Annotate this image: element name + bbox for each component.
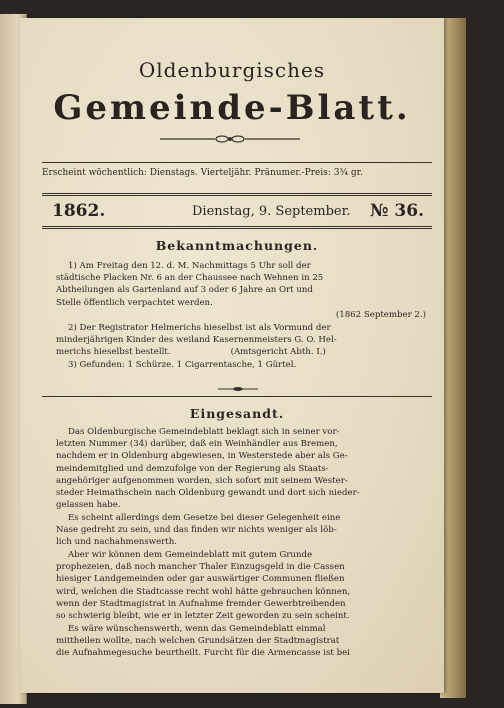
text-line: 2) Der Registrator Helmerichs hieselbst ist als Vormund der	[68, 323, 331, 333]
letter-paragraph-2	[56, 512, 426, 549]
text-line: angehöriger aufgenommen worden, sich sofort mit seinem Wester-	[56, 475, 348, 486]
ornament-divider	[160, 134, 300, 144]
notice-2	[56, 322, 426, 359]
text-line: so schwierig bleibt, wie er in letzter Zeit geworden zu sein scheint.	[56, 611, 350, 622]
text-line: meindemitglied und demzufolge von der Regierung als Staats-	[56, 463, 329, 474]
text-line: städtische Placken Nr. 6 an der Chaussee nach Wehnen in 25	[56, 273, 324, 284]
text-line: Es scheint allerdings dem Gesetze bei dieser Gelegenheit eine	[68, 513, 341, 523]
text-line: wird, welchen die Stadtcasse recht wohl hätte gebrauchen können,	[56, 586, 351, 597]
notice-3	[56, 359, 426, 371]
header-rule-double	[42, 193, 432, 196]
issue-date: Dienstag, 9. September.	[192, 204, 351, 219]
dateline-rule	[42, 226, 432, 229]
text-line: Abtheilungen als Gartenland auf 3 oder 6 Jahre an Ort und	[56, 285, 313, 296]
publication-info: Erscheint wöchentlich: Dienstags. Vierteljähr. Pränumer.-Preis: 3¾ gr.	[42, 168, 364, 178]
section-title-eingesandt: Eingesandt.	[189, 406, 285, 421]
text-line: steder Heimathschein nach Oldenburg gewandt und dort sich nieder-	[56, 488, 360, 499]
text-line: 3) Gefunden: 1 Schürze. 1 Cigarrentasche, 1 Gürtel.	[68, 360, 297, 370]
dateline	[42, 203, 432, 225]
text-line: hiesiger Landgemeinden oder gar auswärtiger Communen fließen	[56, 574, 345, 585]
text-line: Es wäre wünschenswerth, wenn das Gemeindeblatt einmal	[68, 624, 326, 634]
text-line: lich und nachahmenswerth.	[56, 537, 177, 548]
issue-number: № 36.	[370, 201, 424, 221]
text-line: letzten Nummer (34) darüber, daß ein Weinhändler aus Bremen,	[56, 439, 338, 450]
letter-paragraph-1	[56, 426, 426, 511]
text-line: Stelle öffentlich verpachtet werden.	[56, 297, 213, 308]
text-line: Aber wir können dem Gemeindeblatt mit gutem Grunde	[68, 550, 313, 560]
text-line: merichs hieselbst bestellt. (Amtsgericht Abth. I.)	[56, 347, 326, 358]
letter-paragraph-4	[56, 623, 426, 660]
text-line: 1) Am Freitag den 12. d. M. Nachmittags 5 Uhr soll der	[68, 261, 311, 271]
text-line: mittheilen wollte, nach welchen Grundsätzen der Stadtmagistrat	[56, 636, 340, 647]
text-line: prophezeien, daß noch mancher Thaler Einzugsgeld in die Cassen	[56, 562, 345, 573]
text-line: Das Oldenburgische Gemeindeblatt beklagt sich in seiner vor-	[68, 427, 340, 437]
text-line: wenn der Stadtmagistrat in Aufnahme fremder Gewerbtreibenden	[56, 598, 346, 609]
text-line: die Aufnahmegesuche beurtheilt. Furcht für die Armencasse ist bei	[56, 648, 350, 659]
text-line: gelassen habe.	[56, 500, 121, 511]
text-line: minderjährigen Kinder des weiland Kasernenmeisters G. O. Hel-	[56, 335, 337, 346]
masthead-subtitle: Oldenburgisches	[138, 58, 326, 82]
header-rule-top	[42, 162, 432, 163]
small-ornament	[218, 386, 258, 392]
section-rule	[42, 396, 432, 397]
masthead-title: Gemeinde-Blatt.	[53, 88, 411, 128]
text-line: Nase gedreht zu sein, und das finden wir nichts weniger als löb-	[56, 525, 337, 536]
notice-1-date: (1862 September 2.)	[335, 309, 426, 320]
newspaper-page	[20, 18, 444, 693]
issue-year: 1862.	[52, 201, 106, 221]
text-line: nachdem er in Oldenburg abgewiesen, in Westerstede aber als Ge-	[56, 451, 348, 462]
section-title-bekanntmachungen: Bekanntmachungen.	[155, 238, 319, 253]
notice-1	[56, 260, 426, 321]
letter-paragraph-3	[56, 549, 426, 622]
